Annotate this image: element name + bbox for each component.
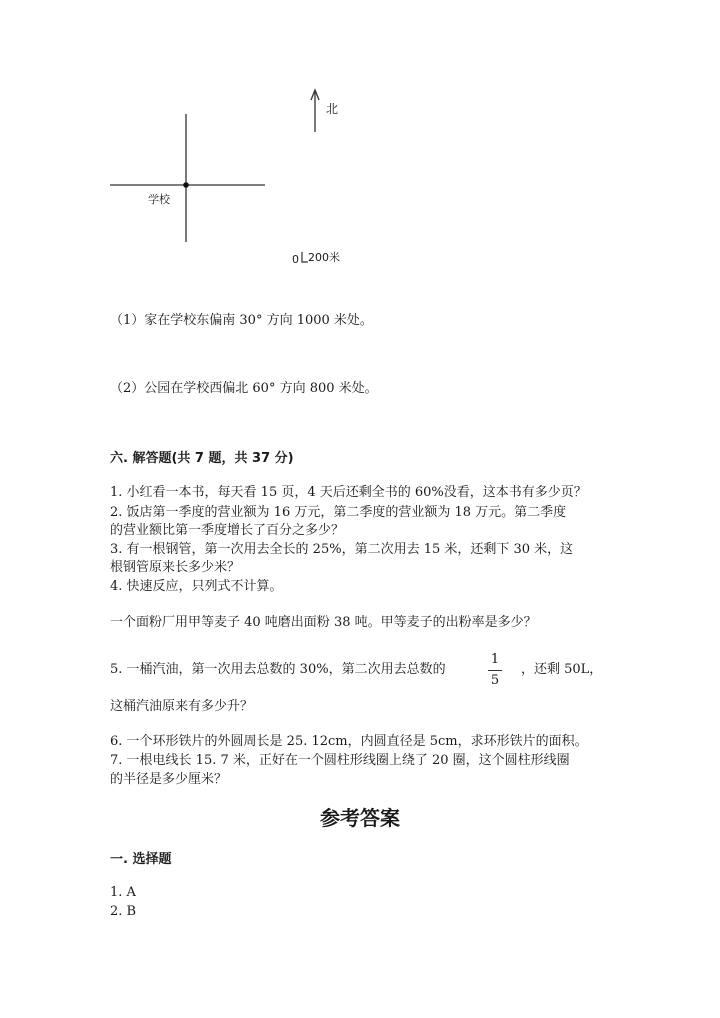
question-5-part-1: 5. 一桶汽油，第一次用去总数的 30%，第二次用去总数的 <box>110 662 446 677</box>
answers-section-heading: 一. 选择题 <box>110 852 172 867</box>
section-6-heading: 六. 解答题(共 7 题，共 37 分) <box>110 451 294 466</box>
answer-item-2: 2. B <box>110 904 137 919</box>
fraction-one-fifth <box>488 652 502 689</box>
answers-title: 参考答案 <box>320 806 400 830</box>
fraction-numerator: 1 <box>490 652 500 667</box>
question-2-line-1: 2. 饭店第一季度的营业额为 16 万元，第二季度的营业额为 18 万元。第二季度 <box>110 505 567 520</box>
sub-question-2: （2）公园在学校西偏北 60° 方向 800 米处。 <box>110 381 378 396</box>
question-5-part-2: ，还剩 50L， <box>521 662 603 677</box>
question-7-line-1: 7. 一根电线长 15. 7 米，正好在一个圆柱形线圈上绕了 20 圈，这个圆柱形线圈 <box>110 753 570 768</box>
scale-distance-label: 200米 <box>308 251 340 264</box>
question-4-sub: 一个面粉厂用甲等麦子 40 吨磨出面粉 38 吨。甲等麦子的出粉率是多少？ <box>110 615 537 630</box>
direction-map-figure <box>100 80 360 270</box>
scale-zero-label: 0 <box>292 253 299 266</box>
question-6: 6. 一个环形铁片的外圆周长是 25. 12cm，内圆直径是 5cm，求环形铁片的面积。 <box>110 734 588 749</box>
fraction-denominator: 5 <box>490 673 500 688</box>
question-2-line-2: 的营业额比第一季度增长了百分之多少？ <box>110 523 345 538</box>
question-1: 1. 小红看一本书，每天看 15 页，4 天后还剩全书的 60%没看，这本书有多少页？ <box>110 485 587 500</box>
question-7-line-2: 的半径是多少厘米？ <box>110 772 228 787</box>
fraction-bar <box>488 670 502 671</box>
question-3-line-2: 根钢管原来长多少米？ <box>110 560 241 575</box>
sub-question-1: （1）家在学校东偏南 30° 方向 1000 米处。 <box>110 313 373 328</box>
question-5-line-2: 这桶汽油原来有多少升？ <box>110 699 254 714</box>
school-label: 学校 <box>148 193 170 206</box>
question-4: 4. 快速反应，只列式不计算。 <box>110 579 283 594</box>
question-3-line-1: 3. 有一根钢管，第一次用去全长的 25%，第二次用去 15 米，还剩下 30 米，这 <box>110 542 574 557</box>
north-label: 北 <box>326 102 339 116</box>
school-point <box>183 182 189 188</box>
answer-item-1: 1. A <box>110 885 136 900</box>
